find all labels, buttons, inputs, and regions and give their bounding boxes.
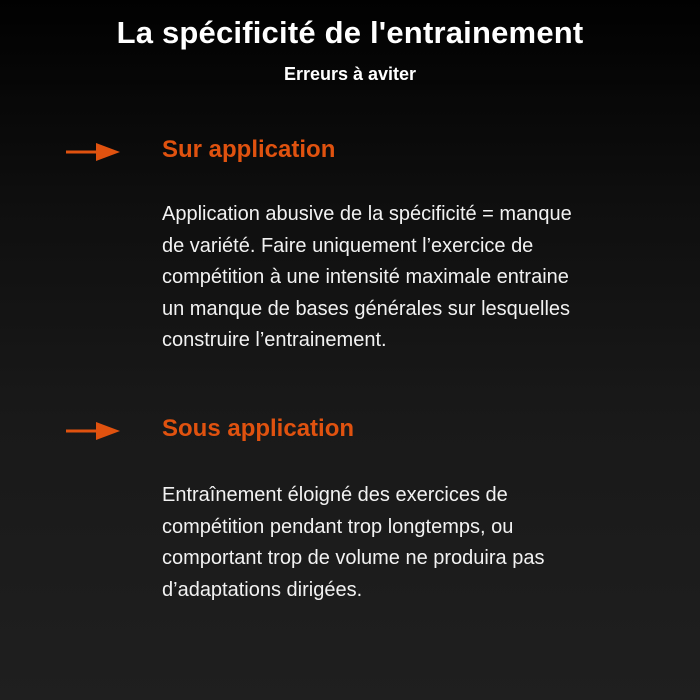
page-title: La spécificité de l'entrainement bbox=[116, 15, 584, 50]
body-line: un manque de bases générales sur lesquelles bbox=[162, 297, 571, 320]
section-heading: Sous application bbox=[162, 415, 355, 442]
page-subtitle: Erreurs à aviter bbox=[283, 64, 417, 84]
body-line: Application abusive de la spécificité = manque bbox=[162, 203, 572, 225]
body-line: de variété. Faire uniquement l’exercice de bbox=[162, 234, 534, 257]
section-body bbox=[162, 480, 662, 606]
body-line: Entraînement éloigné des exercices de bbox=[162, 484, 508, 506]
body-line: comportant trop de volume ne produira pas bbox=[162, 547, 545, 569]
body-line: d’adaptations dirigées. bbox=[162, 578, 363, 601]
arrow-head bbox=[96, 422, 120, 440]
arrow-right-icon bbox=[66, 140, 122, 164]
section-body bbox=[162, 199, 662, 357]
arrow-right-icon bbox=[66, 419, 122, 443]
body-line: compétition à une intensité maximale entraine bbox=[162, 266, 569, 288]
body-line: compétition pendant trop longtemps, ou bbox=[162, 515, 514, 538]
body-line: construire l’entrainement. bbox=[162, 329, 387, 351]
section-heading: Sur application bbox=[162, 136, 336, 163]
arrow-head bbox=[96, 143, 120, 161]
